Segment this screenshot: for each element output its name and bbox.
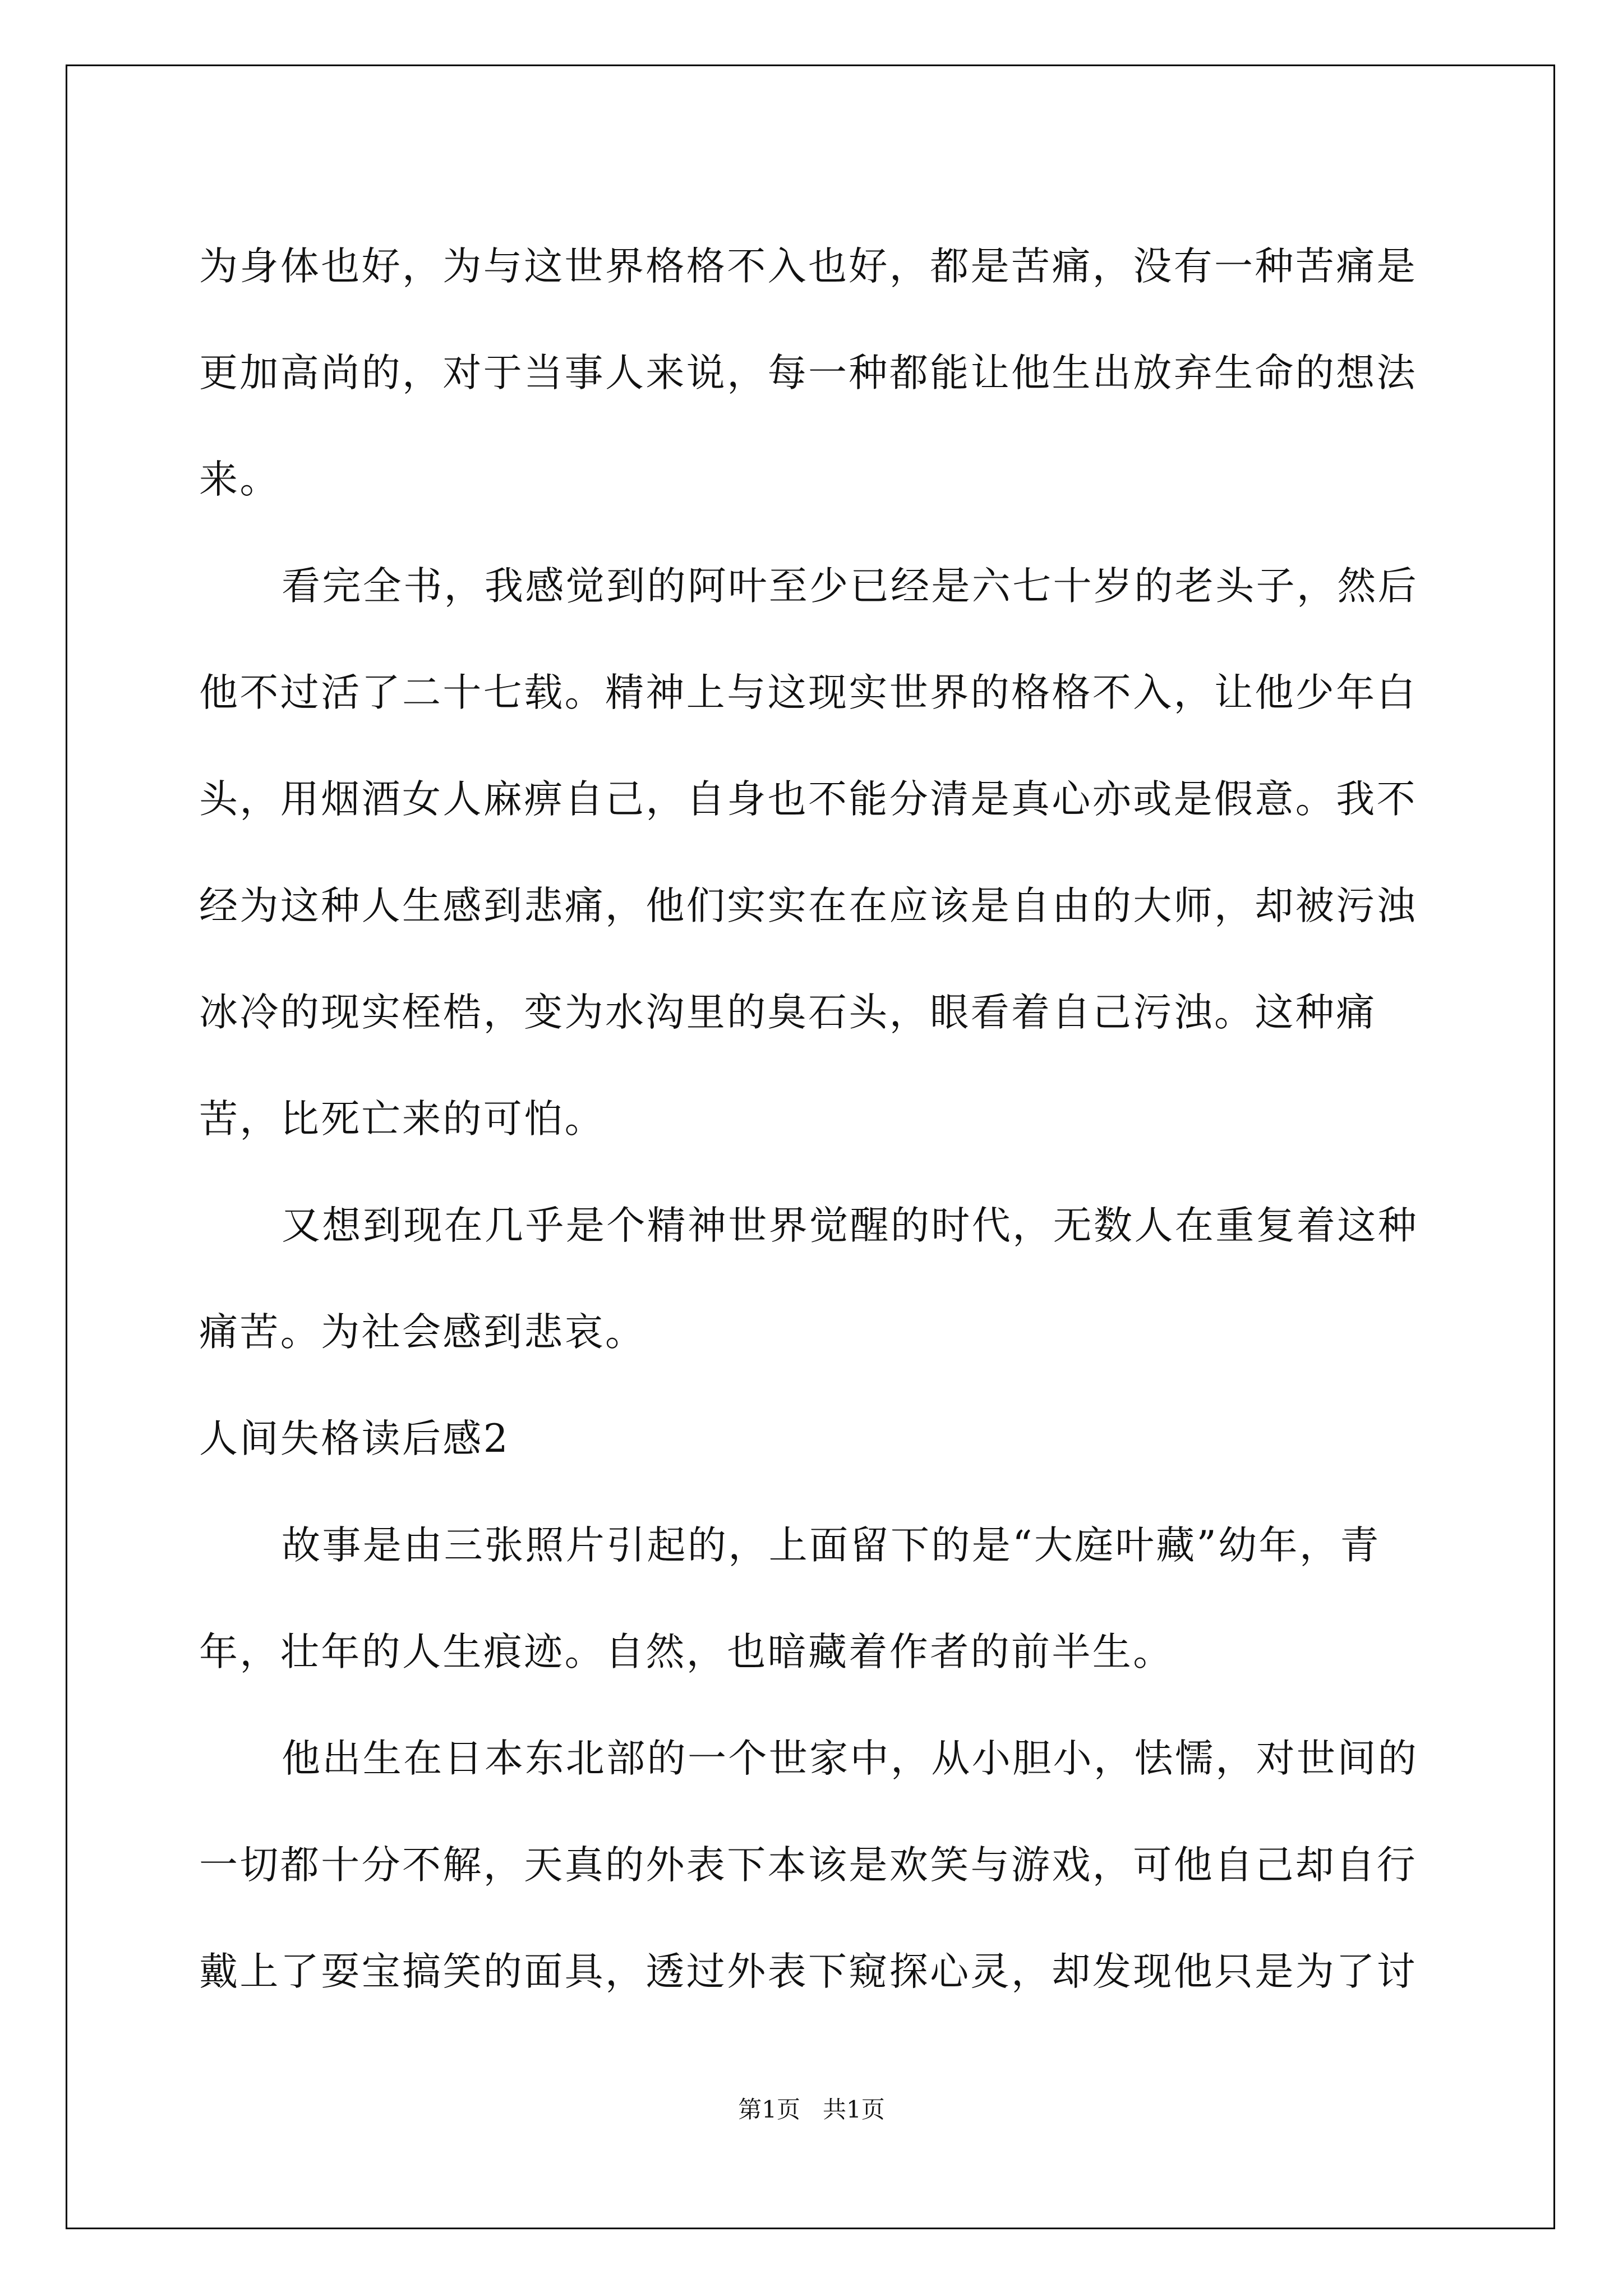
- page-number: 第1页: [738, 2096, 800, 2123]
- paragraph-3: 又想到现在几乎是个精神世界觉醒的时代，无数人在重复着这种痛苦。为社会感到悲哀。: [199, 1203, 1419, 1355]
- paragraph-2: 看完全书，我感觉到的阿叶至少已经是六七十岁的老头子，然后他不过活了二十七载。精神上与这现实世界的格格不入，让他少年白头，用烟酒女人麻痹自己，自身也不能分清是真心亦或是假意。我不经为这种人生感到悲痛，他们实实在在应该是自由的大师，却被污浊冰冷的现实桎梏，变为水沟里的臭石头，眼看着自己污浊。这种痛苦，比死亡来的可怕。: [199, 564, 1419, 1142]
- paragraph-5: 他出生在日本东北部的一个世家中，从小胆小，怯懦，对世间的一切都十分不解，天真的外表下本该是欢笑与游戏，可他自己却自行戴上了耍宝搞笑的面具，透过外表下窥探心灵，却发现他只是为了讨: [199, 1736, 1419, 1994]
- page-total: 共1页: [823, 2096, 885, 2123]
- document-body: [199, 213, 1450, 2025]
- paragraph-4: 故事是由三张照片引起的，上面留下的是“大庭叶藏”幼年，青年，壮年的人生痕迹。自然，也暗藏着作者的前半生。: [199, 1523, 1381, 1674]
- section-heading: 人间失格读后感2: [199, 1416, 510, 1461]
- page-footer: [0, 2091, 1623, 2125]
- paragraph-1: 为身体也好，为与这世界格格不入也好，都是苦痛，没有一种苦痛是更加高尚的，对于当事人来说，每一种都能让他生出放弃生命的想法来。: [199, 244, 1417, 502]
